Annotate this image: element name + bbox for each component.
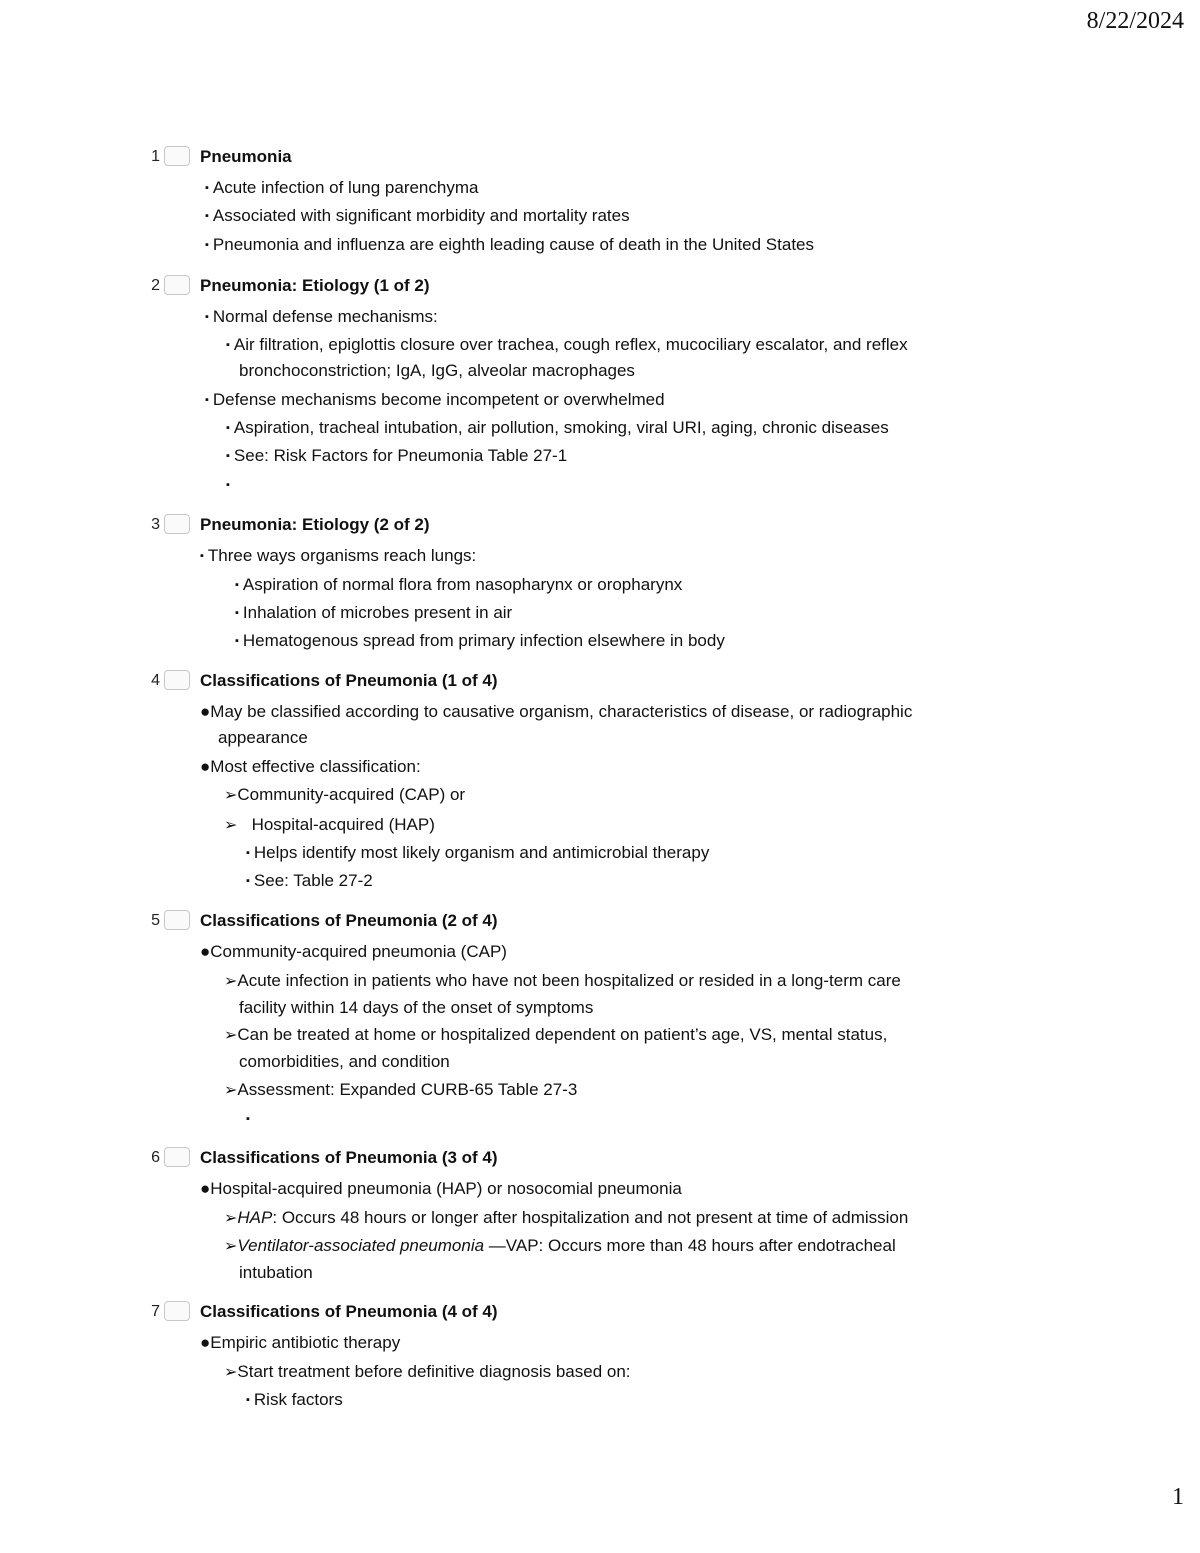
slide-number: 2 <box>151 277 160 294</box>
slide-thumbnail-checkbox[interactable] <box>164 670 190 690</box>
slide-number: 6 <box>151 1149 160 1166</box>
list-item <box>226 415 889 441</box>
slide-title: Pneumonia: Etiology (2 of 2) <box>200 515 430 534</box>
circle-bullet-icon: ● <box>200 757 211 776</box>
square-bullet-icon: ▪ <box>246 847 250 859</box>
bullet-text-continued: facility within 14 days of the onset of symptoms <box>239 998 594 1017</box>
arrow-bullet-icon: ➢ <box>224 1364 238 1381</box>
slide-thumbnail-checkbox[interactable] <box>164 146 190 166</box>
slide-thumbnail-checkbox[interactable] <box>164 910 190 930</box>
list-item <box>246 868 373 894</box>
bullet-text: Associated with significant morbidity and mortality rates <box>212 206 630 225</box>
square-bullet-icon: ▪ <box>226 339 230 351</box>
slide-header <box>0 1301 1100 1327</box>
circle-bullet-icon: ● <box>200 942 211 961</box>
list-item <box>224 1205 908 1232</box>
bullet-text: Empiric antibiotic therapy <box>210 1333 401 1352</box>
bullet-text: Aspiration of normal flora from nasopharynx or oropharynx <box>242 575 683 594</box>
square-bullet-icon: ▪ <box>205 311 209 323</box>
bullet-text: Can be treated at home or hospitalized dependent on patient’s age, VS, mental status, <box>237 1025 888 1044</box>
bullet-text-continued: appearance <box>218 728 308 747</box>
slide-thumbnail-checkbox[interactable] <box>164 1301 190 1321</box>
arrow-bullet-icon: ➢ <box>224 1210 238 1227</box>
page-date: 8/22/2024 <box>1086 8 1184 34</box>
slide-header <box>0 146 1100 172</box>
bullet-text: Hematogenous spread from primary infection elsewhere in body <box>242 631 725 650</box>
slide-thumbnail-checkbox[interactable] <box>164 275 190 295</box>
bullet-text: Pneumonia and influenza are eighth leading cause of death in the United States <box>212 235 814 254</box>
bullet-text-continued: comorbidities, and condition <box>239 1052 450 1071</box>
square-bullet-icon: ▪ <box>235 635 239 647</box>
arrow-bullet-icon: ➢ <box>224 787 238 804</box>
slide-number: 5 <box>151 912 160 929</box>
list-item <box>224 968 901 1021</box>
square-bullet-icon: ▪ <box>205 210 209 222</box>
bullet-text: : Occurs 48 hours or longer after hospitalization and not present at time of admission <box>272 1208 909 1227</box>
bullet-text: See: Table 27-2 <box>253 871 373 890</box>
circle-bullet-icon: ● <box>200 702 211 721</box>
square-bullet-icon: ▪ <box>235 607 239 619</box>
list-item <box>246 840 709 866</box>
arrow-bullet-icon: ➢ <box>224 1238 238 1255</box>
square-bullet-icon: ▪ <box>246 1113 250 1125</box>
list-item <box>205 175 478 201</box>
list-item <box>235 572 682 598</box>
list-item <box>226 332 908 384</box>
square-bullet-icon: ▪ <box>226 479 230 491</box>
list-item <box>200 1176 682 1202</box>
slide-title: Pneumonia: Etiology (1 of 2) <box>200 276 430 295</box>
arrow-bullet-icon: ➢ <box>224 1082 238 1099</box>
arrow-bullet-icon: ➢ <box>224 1027 238 1044</box>
slide-title: Classifications of Pneumonia (2 of 4) <box>200 911 498 930</box>
slide-header <box>0 910 1100 936</box>
list-item <box>200 939 507 965</box>
slide-number: 3 <box>151 516 160 533</box>
slide-header <box>0 275 1100 301</box>
square-bullet-icon: ▪ <box>246 1394 250 1406</box>
bullet-text: May be classified according to causative organism, characteristics of disease, or radiographic <box>210 702 913 721</box>
arrow-bullet-icon: ➢ <box>224 817 238 834</box>
list-item <box>200 543 476 569</box>
slide-number: 4 <box>151 672 160 689</box>
list-item <box>224 1359 631 1386</box>
bullet-text-continued: bronchoconstriction; IgA, IgG, alveolar macrophages <box>239 361 635 380</box>
slide-thumbnail-checkbox[interactable] <box>164 514 190 534</box>
slide-header <box>0 1147 1100 1173</box>
bullet-text: Hospital-acquired (HAP) <box>237 815 435 834</box>
list-item <box>224 782 465 809</box>
list-item <box>235 628 725 654</box>
list-item <box>200 1330 400 1356</box>
slide-header <box>0 670 1100 696</box>
bullet-text: Acute infection in patients who have not been hospitalized or resided in a long-term care <box>237 971 901 990</box>
list-item <box>205 203 630 229</box>
bullet-text: Aspiration, tracheal intubation, air pollution, smoking, viral URI, aging, chronic diseases <box>233 418 889 437</box>
slide-title: Classifications of Pneumonia (4 of 4) <box>200 1302 498 1321</box>
list-item <box>205 387 665 413</box>
bullet-text: Inhalation of microbes present in air <box>242 603 513 622</box>
bullet-text: Helps identify most likely organism and antimicrobial therapy <box>253 843 710 862</box>
list-item <box>246 1106 254 1132</box>
list-item <box>224 812 435 839</box>
arrow-bullet-icon: ➢ <box>224 973 238 990</box>
slide-header <box>0 514 1100 540</box>
bullet-text-italic: Ventilator-associated pneumonia <box>237 1236 489 1255</box>
bullet-text: Assessment: Expanded CURB-65 Table 27-3 <box>237 1080 578 1099</box>
bullet-text: Defense mechanisms become incompetent or overwhelmed <box>212 390 665 409</box>
list-item <box>226 443 567 469</box>
slide-thumbnail-checkbox[interactable] <box>164 1147 190 1167</box>
bullet-text: Start treatment before definitive diagnosis based on: <box>237 1362 631 1381</box>
circle-bullet-icon: ● <box>200 1333 211 1352</box>
square-bullet-icon: ▪ <box>226 450 230 462</box>
square-bullet-icon: ▪ <box>205 239 209 251</box>
list-item <box>200 754 421 780</box>
square-bullet-icon: ▪ <box>226 422 230 434</box>
bullet-text: Three ways organisms reach lungs: <box>207 546 477 565</box>
list-item <box>224 1022 887 1075</box>
bullet-text: Normal defense mechanisms: <box>212 307 438 326</box>
square-bullet-icon: ▪ <box>235 579 239 591</box>
circle-bullet-icon: ● <box>200 1179 211 1198</box>
list-item <box>200 699 912 751</box>
page-number: 1 <box>1172 1484 1184 1510</box>
bullet-text: Community-acquired (CAP) or <box>237 785 466 804</box>
square-bullet-icon: ▪ <box>200 550 204 562</box>
bullet-text-italic: HAP <box>237 1208 273 1227</box>
slide-title: Classifications of Pneumonia (3 of 4) <box>200 1148 498 1167</box>
bullet-text-continued: intubation <box>239 1263 313 1282</box>
square-bullet-icon: ▪ <box>205 394 209 406</box>
bullet-text: Community-acquired pneumonia (CAP) <box>210 942 507 961</box>
list-item <box>224 1077 577 1104</box>
slide-title: Classifications of Pneumonia (1 of 4) <box>200 671 498 690</box>
list-item <box>226 472 234 498</box>
list-item <box>205 232 814 258</box>
bullet-text: Risk factors <box>253 1390 343 1409</box>
bullet-text: Air filtration, epiglottis closure over trachea, cough reflex, mucociliary escalator, and reflex <box>233 335 908 354</box>
slide-number: 7 <box>151 1303 160 1320</box>
slide-number: 1 <box>151 148 160 165</box>
list-item <box>246 1387 343 1413</box>
bullet-text: Hospital-acquired pneumonia (HAP) or nosocomial pneumonia <box>210 1179 682 1198</box>
list-item <box>224 1233 896 1286</box>
square-bullet-icon: ▪ <box>246 875 250 887</box>
slide-title: Pneumonia <box>200 147 292 166</box>
bullet-text: —VAP: Occurs more than 48 hours after endotracheal <box>488 1236 896 1255</box>
list-item <box>205 304 438 330</box>
bullet-text: Acute infection of lung parenchyma <box>212 178 479 197</box>
bullet-text: See: Risk Factors for Pneumonia Table 27-1 <box>233 446 568 465</box>
list-item <box>235 600 512 626</box>
square-bullet-icon: ▪ <box>205 182 209 194</box>
bullet-text: Most effective classification: <box>210 757 421 776</box>
